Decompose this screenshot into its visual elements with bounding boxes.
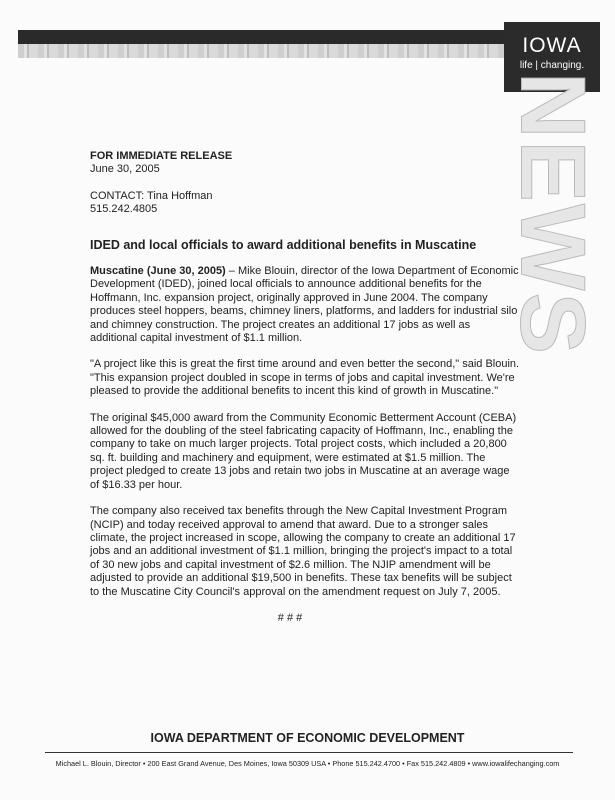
dateline: Muscatine (June 30, 2005) — [90, 265, 226, 277]
paragraph-2: "A project like this is great the first time around and even better the second," said Blouin. "This expansion project doubled in scope in terms of jobs and capital investment. We're pleased to provide the additional benefits to incent this kind of growth in Muscatine." — [90, 358, 520, 398]
footer-contact: Michael L. Blouin, Director • 200 East Grand Avenue, Des Moines, Iowa 50309 USA • Phone 515.242.4700 • Fax 515.242.4809 • www.iowalifechanging.com — [55, 759, 560, 768]
release-date: June 30, 2005 — [90, 163, 160, 176]
release-label: FOR IMMEDIATE RELEASE — [90, 150, 233, 162]
end-mark: # # # — [277, 611, 303, 624]
header-bar — [18, 30, 504, 44]
paragraph-text: – Mike Blouin, director of the Iowa Department of Economic Development (IDED), joined local officials to announce additional benefits for the Hoffmann, Inc. expansion project, originally approved in June 2004. The company produces steel hoppers, beams, chimney liners, platforms, and ladders for industrial silo and chimney construction. The project creates an additional 17 jobs as well as additional capital investment of $1.1 million. — [90, 265, 519, 345]
contact-phone: 515.242.4805 — [90, 203, 158, 216]
paragraph-4: The company also received tax benefits through the New Capital Investment Program (NCIP) and today received approval to amend that award. Due to a stronger sales climate, the project increased in scope, allowing the company to create an additional 17 jobs and an additional investment of $1.1 million, bringing the project's impact to a total of 30 new jobs and capital investment of $2.6 million. The NJIP amendment will be adjusted to provide an additional $19,500 in benefits. These tax benefits will be subject to the Muscatine City Council's approval on the amendment request on July 7, 2005. — [90, 505, 516, 598]
logo-title: IOWA — [522, 34, 582, 57]
news-word: NEWS — [501, 72, 604, 356]
release-info — [90, 150, 520, 217]
headline: IDED and local officials to award additional benefits in Muscatine — [90, 238, 477, 252]
paragraph-3: The original $45,000 award from the Community Economic Betterment Account (CEBA) allowed for the doubling of the steel fabricating capacity of Hoffmann, Inc., enabling the company to take on much larger projects. Total project costs, which included a 20,800 sq. ft. building and machinery and equipment, were estimated at $1.5 million. The project pledged to create 13 jobs and retain two jobs in Muscatine at an average wage of $16.33 per hour. — [90, 411, 517, 491]
header-strip — [18, 44, 504, 58]
paragraph-1 — [90, 265, 520, 345]
body — [90, 265, 520, 625]
logo-tagline: life | changing. — [519, 60, 585, 71]
contact: CONTACT: Tina Hoffman — [90, 189, 213, 202]
footer-rule — [45, 752, 573, 753]
footer-org: IOWA DEPARTMENT OF ECONOMIC DEVELOPMENT — [150, 731, 465, 745]
